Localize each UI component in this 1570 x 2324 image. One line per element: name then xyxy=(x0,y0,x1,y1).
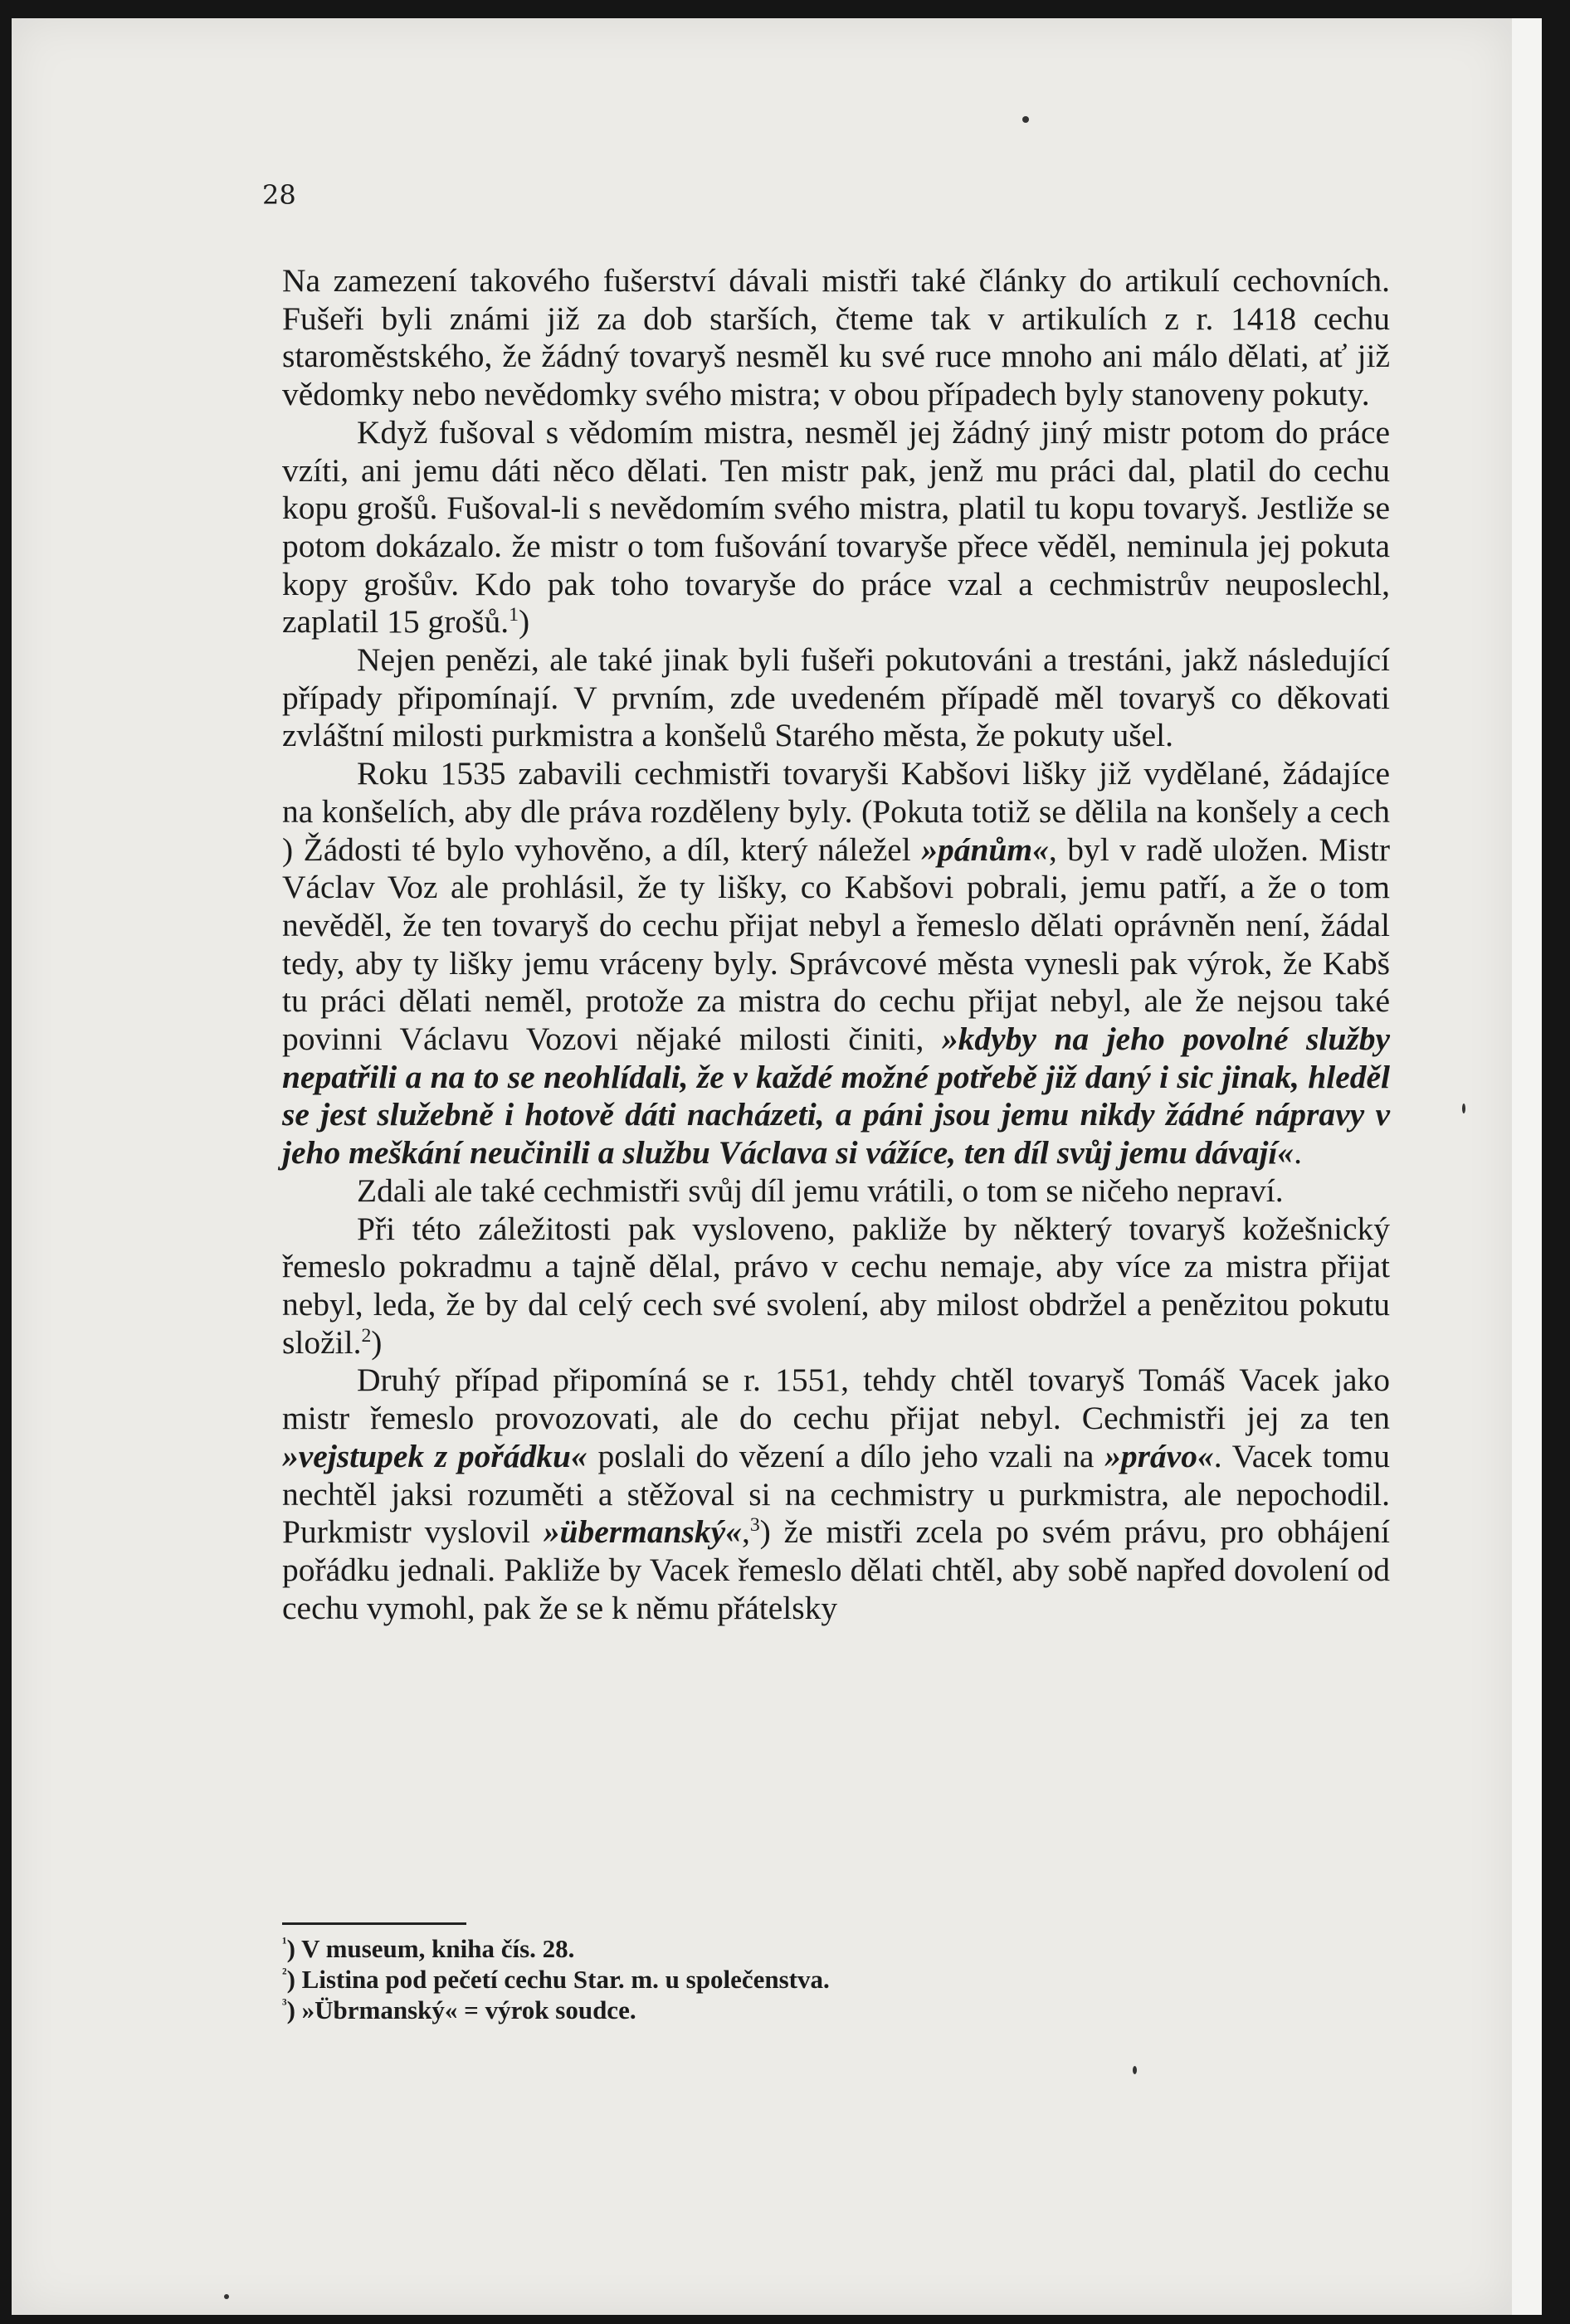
paragraph xyxy=(282,1211,1390,1362)
text-run: ) xyxy=(519,603,530,641)
page-number: 28 xyxy=(262,179,296,211)
text-run: ) xyxy=(371,1323,383,1361)
text-run: Při této záležitosti pak vysloveno, pakliže by některý tovaryš kožešnický řemeslo pokradmu a tajně dělal, právo v cechu nemaje, aby více za mistra přijat nebyl, leda, že by dal celý cech své svolení, aby milost obdržel a penězitou pokutu složil. xyxy=(282,1210,1390,1361)
scan-speck xyxy=(1022,116,1029,123)
italic-quote: »právo« xyxy=(1104,1437,1214,1474)
text-run: poslali do vězení a dílo jeho vzali na xyxy=(587,1437,1105,1474)
text-run: Když fušoval s vědomím mistra, nesměl jej žádný jiný mistr potom do práce vzíti, ani jemu dáti něco dělati. Ten mistr pak, jenž mu práci dal, platil do cechu kopu grošů. Fušoval-li s nevědomím svého mistra, platil tu kopu tovaryš. Jestliže se potom dokázalo. že mistr o tom fušování tovaryše přece věděl, neminula jej pokuta kopy grošův. Kdo pak toho tovaryše do práce vzal a cechmistrův neuposlechl, zaplatil 15 grošů. xyxy=(282,413,1390,641)
text-run: Nejen penězi, ale také jinak byli fušeři pokutováni a trestáni, jakž následující případy připomínají. V prvním, zde uvedeném případě měl tovaryš co děkovati zvláštní milosti purkmistra a konšelů Starého města, že pokuty ušel. xyxy=(282,641,1390,754)
italic-quote: »pánům« xyxy=(921,831,1049,868)
footnote xyxy=(282,1964,1390,1995)
footnote-mark: ¹ xyxy=(282,1934,287,1952)
footnote-mark: ³ xyxy=(282,1995,287,2014)
footnote xyxy=(282,1933,1390,1964)
footnote xyxy=(282,1995,1390,2025)
scan-speck xyxy=(1133,2066,1137,2074)
paragraph xyxy=(282,1362,1390,1627)
body-text xyxy=(282,262,1390,1627)
scan-speck xyxy=(1462,1104,1465,1113)
footnote-ref: 2 xyxy=(361,1324,372,1347)
text-run: Na zamezení takového fušerství dávali mistři také články do artikulí cechovních. Fušeři byli známi již za dob starších, čteme tak v artikulích z r. 1418 cechu staroměstského, že žádný tovaryš nesměl ku své ruce mnoho ani málo dělati, ať již vědomky nebo nevědomky svého mistra; v obou případech byly stanoveny pokuty. xyxy=(282,262,1390,413)
text-run: Roku 1535 zabavili cechmistři tovaryši Kabšovi lišky již vydělané, žádajíce na konšelích, aby dle práva rozděleny byly. (Pokuta totiž se dělila na konšely a cech ) Žádosti té bylo vyhověno, a díl, který náležel xyxy=(282,755,1390,868)
footnotes xyxy=(282,1933,1390,2025)
footnote-text: ) Listina pod pečetí cechu Star. m. u společenstva. xyxy=(286,1965,830,1994)
paragraph xyxy=(282,414,1390,641)
footnote-mark: ² xyxy=(282,1965,287,1983)
page-edge xyxy=(1512,18,1542,2315)
italic-quote: »übermanský« xyxy=(543,1513,742,1551)
paragraph xyxy=(282,1172,1390,1211)
text-run: . xyxy=(1294,1134,1302,1172)
italic-quote: »kdyby na jeho povolné služby nepatřili a na to se neohlídali, že v každé možné potřebě již daný i sic jinak, hleděl se jest služebně i hotově dáti nacházeti, a páni jsou jemu nikdy žádné nápravy v jeho meškání neučinili a službu Václava si vážíce, ten díl svůj jemu dávají« xyxy=(282,1021,1390,1172)
text-run: , xyxy=(741,1513,750,1551)
paragraph xyxy=(282,755,1390,1172)
text-run: Zdali ale také cechmistři svůj díl jemu vrátili, o tom se ničeho nepraví. xyxy=(357,1172,1284,1209)
scan-speck xyxy=(224,2294,229,2299)
text-run: . Vacek tomu nechtěl jaksi rozuměti a stěžoval si na cechmistry u purkmistra, ale nepochodil. Purkmistr vyslovil xyxy=(282,1437,1390,1551)
italic-quote: »vejstupek z pořádku« xyxy=(282,1437,588,1474)
footnote-ref: 3 xyxy=(749,1514,760,1537)
footnote-text: ) »Übrmanský« = výrok soudce. xyxy=(286,1995,636,2024)
text-run: ) že mistři zcela po svém právu, pro obhájení pořádku jednali. Pakliže by Vacek řemeslo dělati chtěl, aby sobě napřed dovolení od cechu vymohl, pak že se k němu přátelsky xyxy=(282,1513,1390,1626)
footnote-text: ) V museum, kniha čís. 28. xyxy=(286,1934,575,1963)
footnote-rule xyxy=(282,1922,466,1925)
text-run: , byl v radě uložen. Mistr Václav Voz ale prohlásil, že ty lišky, co Kabšovi pobrali, jemu patří, a že o tom nevěděl, že ten tovaryš do cechu přijat nebyl a řemeslo dělati oprávněn není, žádal tedy, aby ty lišky jemu vráceny byly. Správcové města vynesli pak výrok, že Kabš tu práci dělati neměl, protože za mistra do cechu přijat nebyl, ale že nejsou také povinni Václavu Vozovi nějaké milosti činiti, xyxy=(282,831,1390,1058)
footnote-ref: 1 xyxy=(509,604,519,626)
paragraph xyxy=(282,641,1390,755)
text-run: Druhý případ připomíná se r. 1551, tehdy chtěl tovaryš Tomáš Vacek jako mistr řemeslo provozovati, ale do cechu přijat nebyl. Cechmistři jej za ten xyxy=(282,1362,1390,1437)
paragraph xyxy=(282,262,1390,414)
